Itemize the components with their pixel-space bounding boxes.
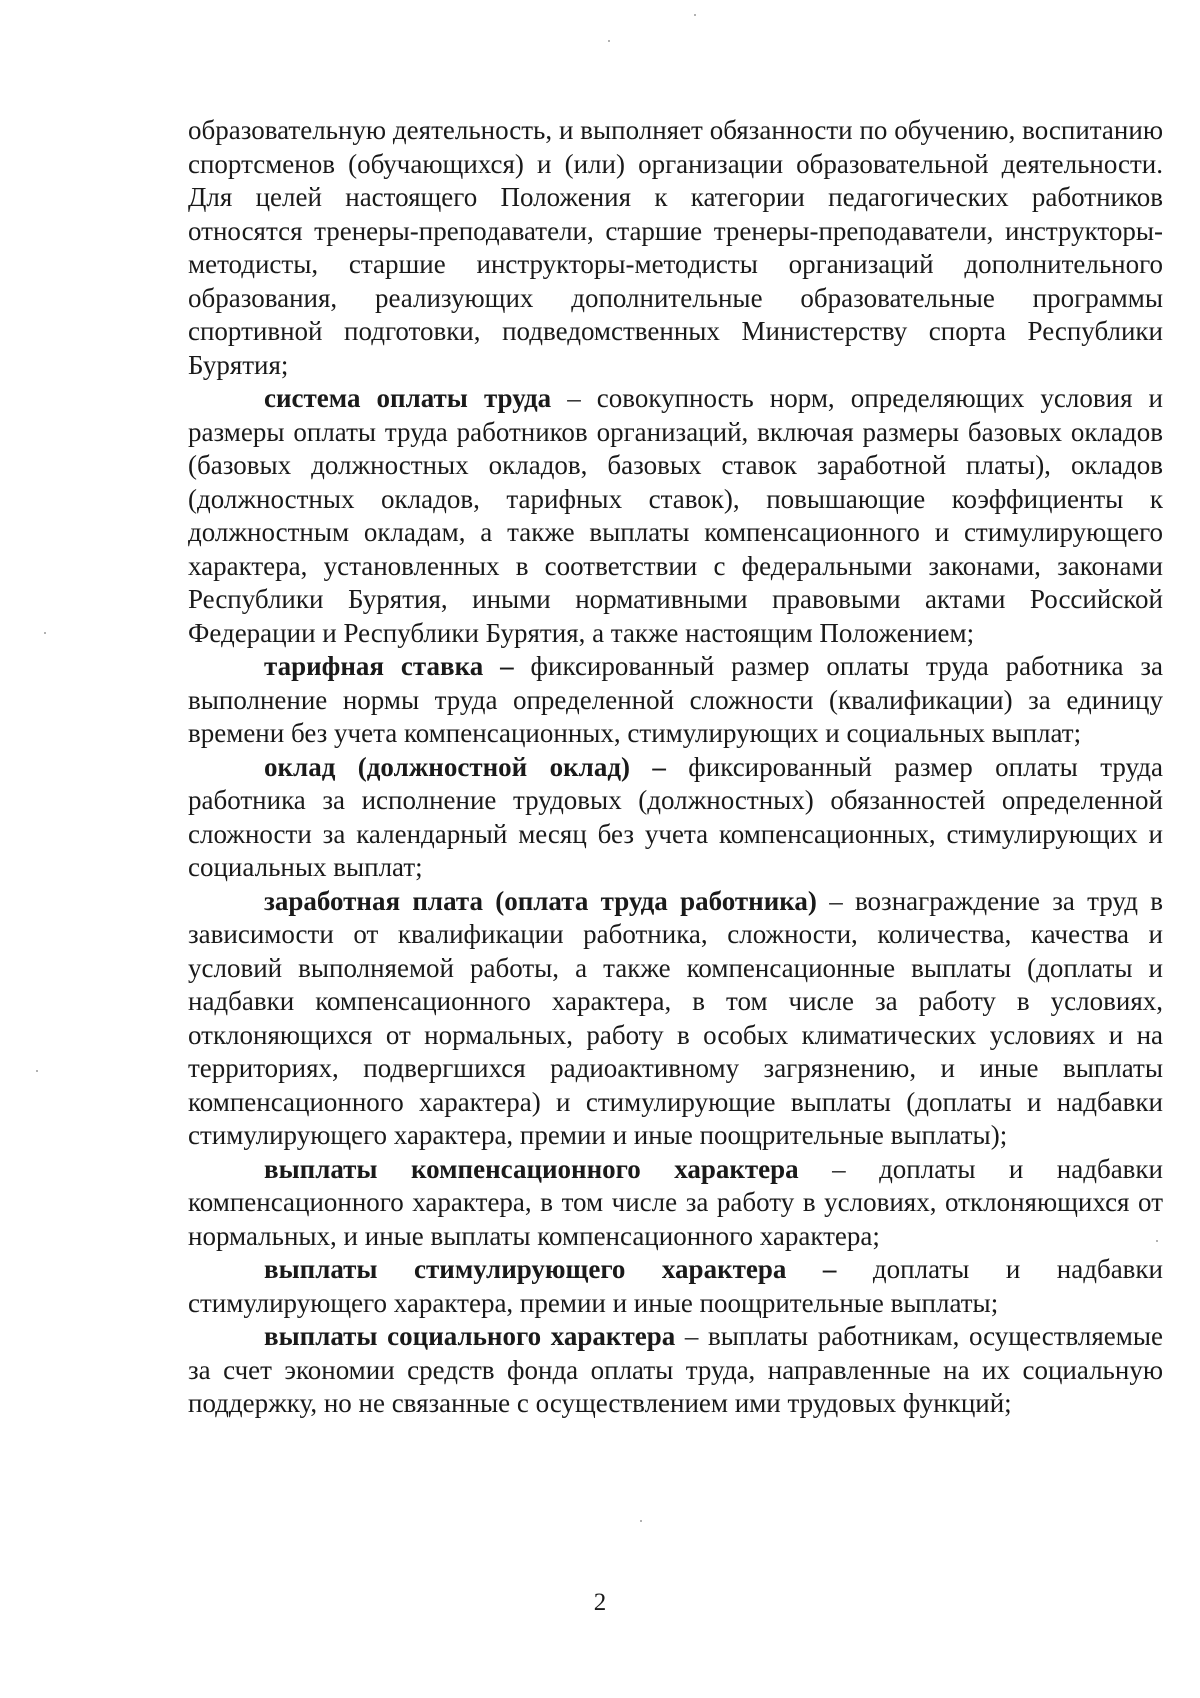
definition-compensation-payments: [188, 1153, 1163, 1254]
term-incentive-payments: выплаты стимулирующего характера –: [264, 1254, 837, 1284]
definition-text: фиксированный размер оплаты труда работника за выполнение нормы труда определенной сложности (квалификации) за единицу времени без учета компенсационных, стимулирующих и социальных выплат;: [188, 651, 1163, 748]
definition-tariff-rate: [188, 650, 1163, 751]
term-salary: оклад (должностной оклад) –: [264, 751, 666, 782]
scan-speck: [640, 1520, 642, 1522]
paragraph-continuation: [188, 114, 1163, 382]
scan-speck: [694, 14, 696, 16]
document-body: [188, 114, 1163, 1421]
definition-text: доплаты и надбавки стимулирующего характера, премии и иные поощрительные выплаты;: [188, 1254, 1163, 1318]
definition-wages: [188, 885, 1163, 1153]
definition-text: – совокупность норм, определяющих условия и размеры оплаты труда работников организаций, включая размеры базовых окладов (базовых должностных окладов, базовых ставок заработной платы), окладов (должностных окладов, тарифных ставок), повышающие коэффициенты к должностным окладам, а также выплаты компенсационного и стимулирующего характера, установленных в соответствии с федеральными законами, законами Республики Бурятия, иными нормативными правовыми актами Российской Федерации и Республики Бурятия, а также настоящим Положением;: [188, 383, 1163, 648]
term-wages: заработная плата (оплата труда работника): [264, 885, 817, 916]
page-number: 2: [593, 1589, 607, 1616]
definition-text: – доплаты и надбавки компенсационного характера, в том числе за работу в условиях, отклоняющихся от нормальных, и иные выплаты компенсационного характера;: [188, 1153, 1163, 1251]
scan-speck: [608, 40, 610, 42]
term-tariff-rate: тарифная ставка –: [264, 651, 514, 681]
scan-speck: [44, 632, 46, 634]
paragraph-text: образовательную деятельность, и выполняет обязанности по обучению, воспитанию спортсменов (обучающихся) и (или) организации образовательной деятельности. Для целей настоящего Положения к категории педагогических работников относятся тренеры-преподаватели, старшие тренеры-преподаватели, инструкторы-методисты, старшие инструкторы-методисты организаций дополнительного образования, реализующих дополнительные образовательные программы спортивной подготовки, подведомственных Министерству спорта Республики Бурятия;: [188, 115, 1163, 380]
definition-text: – выплаты работникам, осуществляемые за счет экономии средств фонда оплаты труда, направленные на их социальную поддержку, но не связанные с осуществлением ими трудовых функций;: [188, 1321, 1163, 1418]
scan-speck: [1156, 1240, 1158, 1242]
term-wage-system: система оплаты труда: [264, 383, 552, 413]
term-compensation-payments: выплаты компенсационного характера: [264, 1153, 799, 1184]
definition-salary: [188, 751, 1163, 885]
definition-text: фиксированный размер оплаты труда работника за исполнение трудовых (должностных) обязанностей определенной сложности за календарный месяц без учета компенсационных, стимулирующих и социальных выплат;: [188, 751, 1163, 882]
definition-incentive-payments: [188, 1253, 1163, 1320]
definition-social-payments: [188, 1320, 1163, 1421]
term-social-payments: выплаты социального характера: [264, 1321, 676, 1351]
definition-wage-system: [188, 382, 1163, 650]
scan-speck: [36, 1070, 38, 1072]
definition-text: – вознаграждение за труд в зависимости от квалификации работника, сложности, количества, качества и условий выполняемой работы, а также компенсационные выплаты (доплаты и надбавки компенсационного характера, в том числе за работу в условиях, отклоняющихся от нормальных, работу в особых климатических условиях и на территориях, подвергшихся радиоактивному загрязнению, и иные выплаты компенсационного характера) и стимулирующие выплаты (доплаты и надбавки стимулирующего характера, премии и иные поощрительные выплаты);: [188, 885, 1163, 1150]
